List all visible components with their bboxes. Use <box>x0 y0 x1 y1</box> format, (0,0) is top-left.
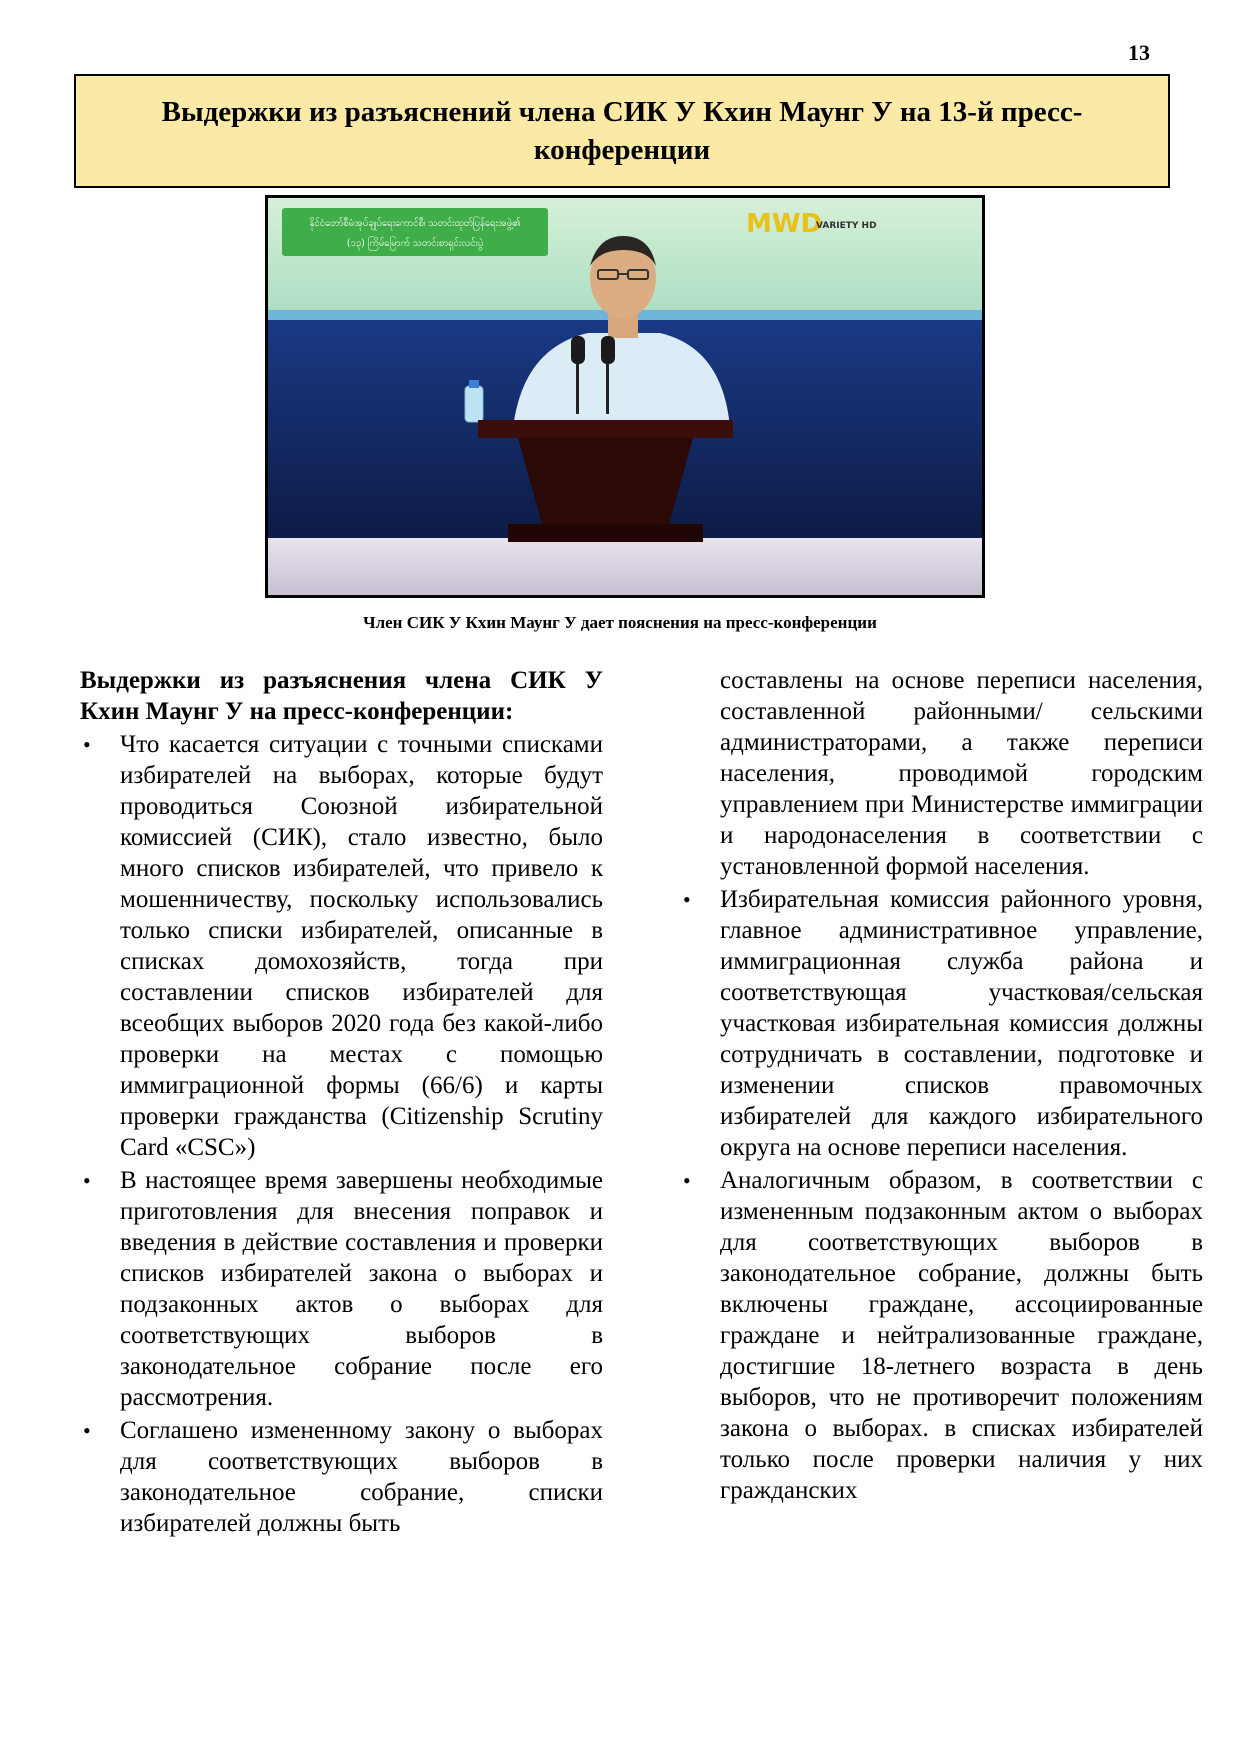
list-item <box>80 729 603 1163</box>
list-item-text: Что касается ситуации с точными списками избирателей на выборах, которые будут проводиться Союзной избирательной комиссией (СИК), стало известно, было много списков избирателей, что привело к мошенничеству, поскольку использовались только списки избирателей, описанные в списках домохозяйств, тогда при составлении списков избирателей для всеобщих выборов 2020 года без какой-либо проверки на местах с помощью иммиграционной формы (66/6) и карты проверки гражданства (Citizenship Scrutiny Card «CSC») <box>120 731 603 1161</box>
left-column <box>80 665 603 1539</box>
microphone-left <box>571 336 585 364</box>
list-item-text: Аналогичным образом, в соответствии с измененным подзаконным актом о выборах для соответствующих выборов в законодательное собрание, должны быть включены граждане, ассоциированные граждане и нейтрализованные граждане, достигшие 18-летнего возраста в день выборов, что не противоречит положениям закона о выборах. в списках избирателей только после проверки наличия у них гражданских <box>720 1167 1203 1504</box>
page-number: 13 <box>1128 40 1150 65</box>
section-heading: Выдержки из разъяснения члена СИК У Кхин Маунг У на пресс-конференции: <box>80 667 603 725</box>
list-item-text: Избирательная комиссия районного уровня, главное административное управление, иммиграционная служба района и соответствующая участковая/сельская участковая избирательная комиссия должны сотрудничать в составлении, подготовке и изменении списков правомочных избирателей для каждого избирательного округа на основе переписи населения. <box>720 886 1203 1161</box>
list-item <box>680 884 1203 1163</box>
mwd-logo: MWD <box>746 209 823 239</box>
bullet-icon: • <box>83 1168 91 1193</box>
list-item <box>80 1415 603 1539</box>
list-item <box>680 1165 1203 1506</box>
microphone-right <box>601 336 615 364</box>
page-title <box>74 74 1170 188</box>
left-bullet-list <box>80 729 603 1539</box>
podium <box>518 438 693 528</box>
right-column <box>680 665 1203 1506</box>
banner-line-1: နိုင်ငံတော်စီမံအုပ်ချုပ်ရေးကောင်စီ၊ သတင်းထုတ်ပြန်ရေးအဖွဲ့၏ <box>309 218 521 229</box>
list-item-text: В настоящее время завершены необходимые приготовления для внесения поправок и введения в действие составления и проверки списков избирателей закона о выборах и подзаконных актов о выборах для соответствующих выборов в законодательное собрание после его рассмотрения. <box>120 1167 603 1411</box>
right-bullet-list <box>680 884 1203 1506</box>
press-conference-photo <box>265 195 985 598</box>
podium-top <box>478 420 733 438</box>
list-item-text: Соглашено измененному закону о выборах для соответствующих выборов в законодательное собрание, списки избирателей должны быть <box>120 1417 603 1537</box>
list-item <box>80 1165 603 1413</box>
mwd-logo-sub: VARIETY HD <box>816 221 877 231</box>
water-bottle <box>465 386 483 422</box>
stage-floor <box>268 538 982 595</box>
bullet-icon: • <box>83 732 91 757</box>
bullet-icon: • <box>83 1418 91 1443</box>
bullet-icon: • <box>683 1168 691 1193</box>
bullet-icon: • <box>683 887 691 912</box>
banner-line-2: (၁၃) ကြိမ်မြောက် သတင်းစာရှင်းလင်းပွဲ <box>346 238 484 249</box>
continued-paragraph: составлены на основе переписи населения, составленной районными/ сельскими администраторами, а также переписи населения, проводимой городским управлением при Министерстве иммиграции и народонаселения в соответствии с установленной формой населения. <box>720 667 1203 880</box>
photo-caption: Член СИК У Кхин Маунг У дает пояснения на пресс-конференции <box>363 613 877 632</box>
page-title-text: Выдержки из разъяснений члена СИК У Кхин Маунг У на 13-й пресс-конференции <box>161 96 1083 166</box>
